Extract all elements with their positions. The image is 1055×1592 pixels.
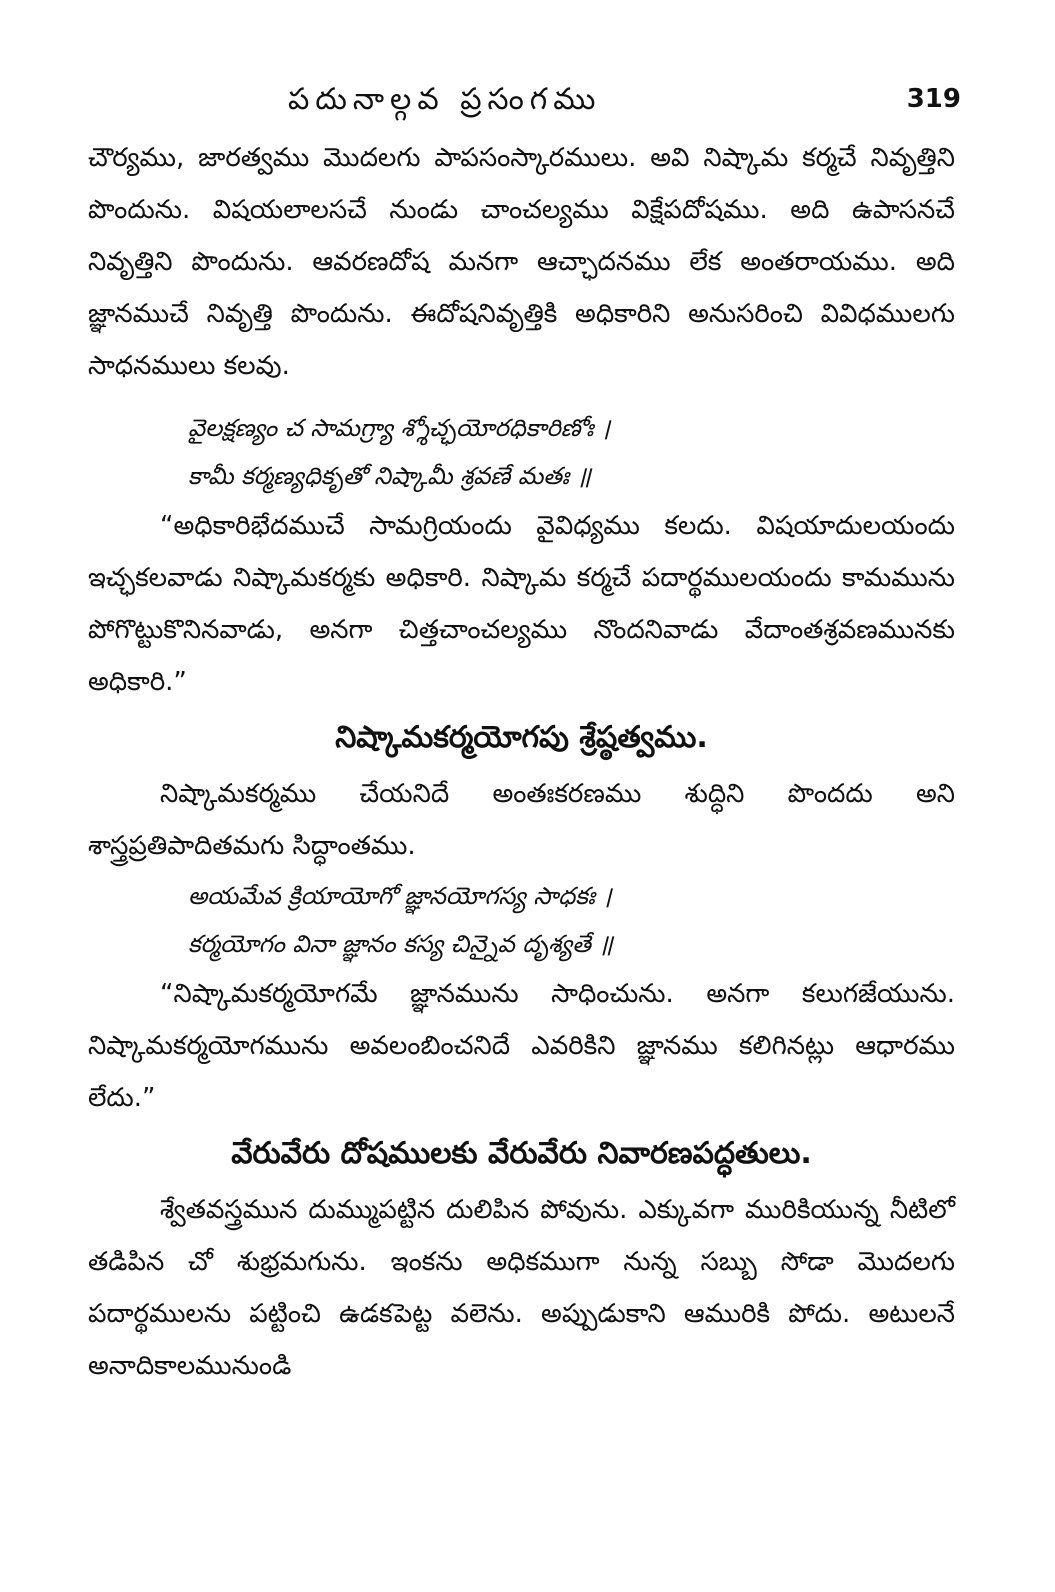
paragraph-2: నిష్కామకర్మము చేయనిదే అంతఃకరణము శుద్ధిని పొందదు అని శాస్త్రప్రతిపాదితమగు సిద్ధాంతము. <box>88 779 955 861</box>
paragraph-3: శ్వేతవస్త్రమున దుమ్ముపట్టిన దులిపిన పోవును. ఎక్కువగా మురికియున్న నీటిలో తడిపిన చో శుభ్రమగును. ఇంకను అధికముగా నున్న సబ్బు సోడా మొదలగు పదార్థములను పట్టించి ఉడకపెట్ట వలెను. అప్పుడుకాని ఆమురికి పోదు. అటులనే అనాదికాలమునుండి <box>88 1195 955 1381</box>
paragraph-1: చౌర్యము, జారత్వము మొదలగు పాపసంస్కారములు. అవి నిష్కామ కర్మచే నివృత్తిని పొందును. విషయలాలసచే నుండు చాంచల్యము విక్షేపదోషము. అది ఉపాసనచే నివృత్తిని పొందును. ఆవరణదోష మనగా ఆచ్ఛాదనము లేక అంతరాయము. అది జ్ఞానముచే నివృత్తి పొందును. ఈదోషనివృత్తికి అధికారిని అనుసరించి వివిధములగు సాధనములు కలవు. <box>88 143 955 381</box>
running-title: పదునాల్గవ ప్రసంగము <box>288 82 602 117</box>
verse-2-line-1: అయమేవ క్రియాయోగో జ్ఞానయోగస్య సాధకః । <box>188 882 612 910</box>
page-header <box>88 72 961 132</box>
verse-1-meaning: “అధికారిభేదముచే సామగ్రియందు వైవిధ్యము కలదు. విషయాదులయందు ఇచ్ఛకలవాడు నిష్కామకర్మకు అధికారి. నిష్కామ కర్మచే పదార్థములయందు కామమును పోగొట్టుకొనినవాడు, అనగా చిత్తచాంచల్యము నొందనివాడు వేదాంతశ్రవణమునకు అధికారి.” <box>88 511 955 697</box>
section-heading-2: వేరువేరు దోషములకు వేరువేరు నివారణపద్ధతులు. <box>231 1136 812 1171</box>
verse-2-line-2: కర్మయోగం వినా జ్ఞానం కస్య చిన్నైవ దృశ్యతే ॥ <box>188 930 613 958</box>
page-number: 319 <box>906 84 961 114</box>
verse-1-line-1: వైలక్షణ్యం చ సామగ్ర్యా శ్శోచ్ఛయోరధికారిణోః । <box>188 414 611 442</box>
section-heading-1: నిష్కామకర్మయోగపు శ్రేష్ఠత్వము. <box>335 720 708 755</box>
verse-1-line-2: కామీ కర్మణ్యధికృతో నిష్కామీ శ్రవణే మతః ॥ <box>188 462 592 490</box>
verse-2-meaning: “నిష్కామకర్మయోగమే జ్ఞానమును సాధించును. అనగా కలుగజేయును. నిష్కామకర్మయోగమును అవలంబించనిదే ఎవరికిని జ్ఞానము కలిగినట్లు ఆధారము లేదు.” <box>88 979 955 1113</box>
